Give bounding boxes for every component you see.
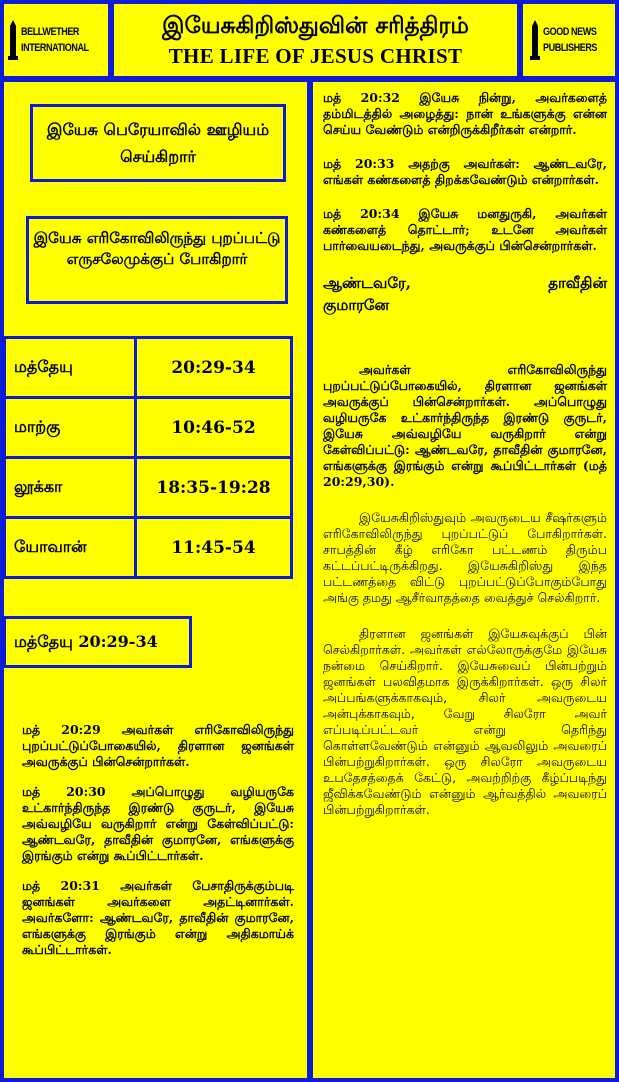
left-column xyxy=(4,82,307,1078)
verse-list xyxy=(22,722,294,972)
bellwether-logo xyxy=(4,4,108,76)
table-row xyxy=(5,338,292,398)
right-column xyxy=(313,82,615,1078)
verse: மத் 20:34 இயேசு மனதுருகி, அவர்கள் கண்களைத் தொட்டார்; உடனே அவர்கள் பார்வையடைந்து, அவருக்குப் பின்சென்றார்கள். xyxy=(323,206,607,253)
tower-icon xyxy=(8,20,18,60)
section-heading xyxy=(323,272,607,316)
verse-range: 18:35-19:28 xyxy=(136,458,292,518)
good-news-logo xyxy=(523,4,615,76)
book-name: மாற்கு xyxy=(5,398,136,458)
verse-range: 10:46-52 xyxy=(136,398,292,458)
bellwether-logo-text: BELLWETHER INTERNATIONAL xyxy=(21,26,89,54)
reference-table xyxy=(3,336,293,579)
section-heading-line: குமாரனே xyxy=(323,296,390,314)
paragraph: இயேசுகிறிஸ்துவும் அவருடைய சீஷர்களும் எரிகோவிலிருந்து புறப்பட்டுப் போகிறார்கள். சாபத்தின் கீழ் எரிகோ பட்டணம் திரும்ப கட்டப்பட்டிருக்கிறது. இயேசுகிறிஸ்து இந்த பட்டணத்தை விட்டு புறப்பட்டுப்போகும்போது அங்கு தமது ஆசீர்வாதத்தை வைத்துச் செல்கிறார். xyxy=(323,510,607,605)
verse: மத் 20:32 இயேசு நின்று, அவர்களைத் தம்மிடத்தில் அழைத்து: நான் உங்களுக்கு என்ன செய்ய வேண்டும் என்றிருக்கிறீர்கள் என்றார். xyxy=(323,90,607,137)
verse: மத் 20:31 அவர்கள் பேசாதிருக்கும்படி ஜனங்கள் அவர்களை அதட்டினார்கள். அவர்களோ: ஆண்டவரே, தாவீதின் குமாரனே, எங்களுக்கு இரங்கும் என்று அதிகமாய்க் கூப்பிட்டார்கள். xyxy=(22,878,294,957)
reading-heading: மத்தேயு 20:29-34 xyxy=(3,616,192,668)
book-name: யோவான் xyxy=(5,518,136,578)
section-heading-line: ஆண்டவரே, தாவீதின் xyxy=(323,274,607,292)
book-name: மத்தேயு xyxy=(5,338,136,398)
title-tamil: இயேசுகிறிஸ்துவின் சரித்திரம் xyxy=(162,12,469,39)
table-row xyxy=(5,518,292,578)
verse-range: 11:45-54 xyxy=(136,518,292,578)
paragraph: அவர்கள் எரிகோவிலிருந்து புறப்பட்டுப்போகையில், திரளான ஜனங்கள் அவருக்குப் பின்சென்றார்கள். அப்பொழுது வழியருகே உட்கார்ந்திருந்த இரண்டு குருடர், இயேசு அவ்வழியே வருகிறார் என்று கேள்விப்பட்டு: ஆண்டவரே, தாவீதின் குமாரனே, எங்களுக்கு இரங்கும் என்று கூப்பிட்டார்கள் (மத் 20:29,30). xyxy=(323,362,607,489)
table-row xyxy=(5,398,292,458)
good-news-logo-text: GOOD NEWS PUBLISHERS xyxy=(542,26,597,54)
tower-icon xyxy=(530,20,540,60)
paragraph: திரளான ஜனங்கள் இயேசுவுக்குப் பின் செல்கிறார்கள். அவர்கள் எல்லோருக்குமே இயேசு நன்மை செய்கிறார். இயேசுவைப் பின்பற்றும் ஜனங்கள் பலவிதமாக இருக்கிறார்கள். ஒரு சிலர் அப்பங்களுக்காகவும், சிலர் அவருடைய அன்புக்காகவும், வேறு சிலரோ அவர் எப்படிப்பட்டவர் என்று தெரிந்து கொள்ளவேண்டும் என்னும் ஆவலிலும் அவரைப் பின்பற்றுகிறார்கள். ஒரு சிலரோ அவருடைய உபதேசத்தைக் கேட்டு, அவற்றிற்கு கீழ்ப்படிந்து ஜீவிக்கவேண்டும் என்னும் ஆர்வத்தில் அவரைப் பின்பற்றுகிறார்கள். xyxy=(323,626,607,817)
verse: மத் 20:29 அவர்கள் எரிகோவிலிருந்து புறப்பட்டுப்போகையில், திரளான ஜனங்கள் அவருக்குப் பின்சென்றார்கள். xyxy=(22,722,294,769)
title-english: THE LIFE OF JESUS CHRIST xyxy=(168,44,463,68)
subtitle-ministry: இயேசு பெரேயாவில் ஊழியம் செய்கிறார் xyxy=(30,104,286,182)
table-row xyxy=(5,458,292,518)
verse: மத் 20:33 அதற்கு அவர்கள்: ஆண்டவரே, எங்கள் கண்களைத் திறக்கவேண்டும் என்றார்கள். xyxy=(323,156,607,187)
page-header xyxy=(114,4,517,76)
verse: மத் 20:30 அப்பொழுது வழியருகே உட்கார்ந்திருந்த இரண்டு குருடர், இயேசு அவ்வழியே வருகிறார் என்று கேள்விப்பட்டு: ஆண்டவரே, தாவீதின் குமாரனே, எங்களுக்கு இரங்கும் என்று கூப்பிட்டார்கள். xyxy=(22,784,294,863)
verse-range: 20:29-34 xyxy=(136,338,292,398)
subtitle-journey: இயேசு எரிகோவிலிருந்து புறப்பட்டு எருசலேமுக்குப் போகிறார் xyxy=(26,216,288,304)
book-name: லூக்கா xyxy=(5,458,136,518)
